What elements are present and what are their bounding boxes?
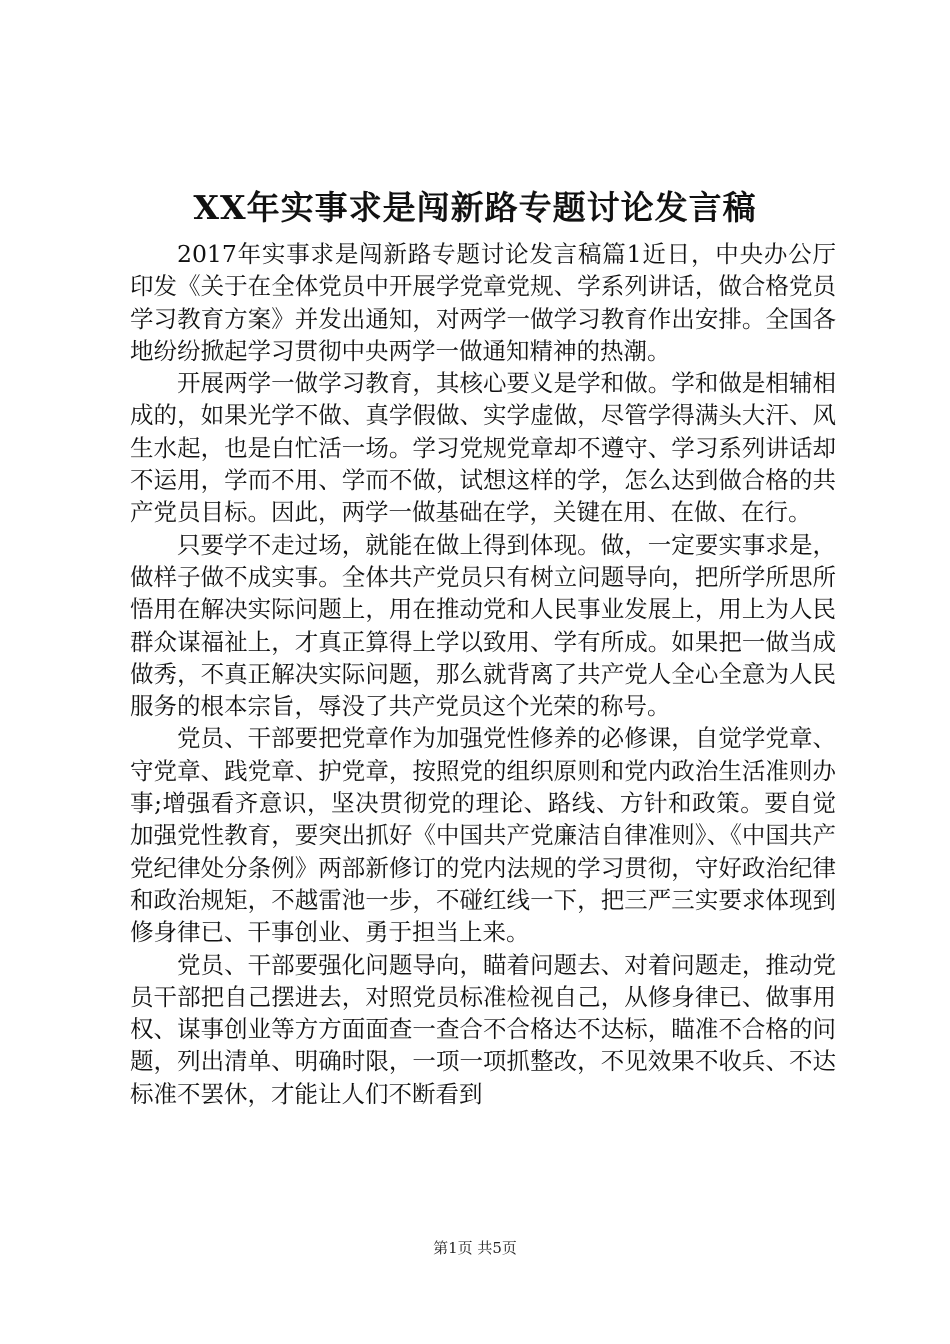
- body-paragraph-4: 党员、干部要把党章作为加强党性修养的必修课，自觉学党章、守党章、践党章、护党章，按照党的组织原则和党内政治生活准则办事;增强看齐意识，坚决贯彻党的理论、路线、方针和政策。要自觉加强党性教育，要突出抓好《中国共产党廉洁自律准则》、《中国共产党纪律处分条例》两部新修订的党内法规的学习贯彻，守好政治纪律和政治规矩，不越雷池一步，不碰红线一下，把三严三实要求体现到修身律已、干事创业、勇于担当上来。: [130, 724, 836, 947]
- document-title: XX年实事求是闯新路专题讨论发言稿: [193, 188, 757, 227]
- body-paragraph-1: 2017年实事求是闯新路专题讨论发言稿篇1近日，中央办公厅印发《关于在全体党员中开展学党章党规、学系列讲话，做合格党员学习教育方案》并发出通知，对两学一做学习教育作出安排。全国各地纷纷掀起学习贯彻中央两学一做通知精神的热潮。: [130, 240, 836, 365]
- body-paragraph-5: 党员、干部要强化问题导向，瞄着问题去、对着问题走，推动党员干部把自己摆进去，对照党员标准检视自己，从修身律已、做事用权、谋事创业等方方面面查一查合不合格达不达标，瞄准不合格的问题，列出清单、明确时限，一项一项抓整改，不见效果不收兵、不达标准不罢休，才能让人们不断看到: [130, 950, 836, 1108]
- body-paragraph-2: 开展两学一做学习教育，其核心要义是学和做。学和做是相辅相成的，如果光学不做、真学假做、实学虚做，尽管学得满头大汗、风生水起，也是白忙活一场。学习党规党章却不遵守、学习系列讲话却不运用，学而不用、学而不做，试想这样的学，怎么达到做合格的共产党员目标。因此，两学一做基础在学，关键在用、在做、在行。: [130, 369, 836, 527]
- document-body: [130, 238, 836, 1110]
- page-number-footer: 第1页 共5页: [433, 1239, 517, 1257]
- body-paragraph-3: 只要学不走过场，就能在做上得到体现。做，一定要实事求是，做样子做不成实事。全体共产党员只有树立问题导向，把所学所思所悟用在解决实际问题上，用在推动党和人民事业发展上，用上为人民群众谋福祉上，才真正算得上学以致用、学有所成。如果把一做当成做秀，不真正解决实际问题，那么就背离了共产党人全心全意为人民服务的根本宗旨，辱没了共产党员这个光荣的称号。: [130, 530, 836, 721]
